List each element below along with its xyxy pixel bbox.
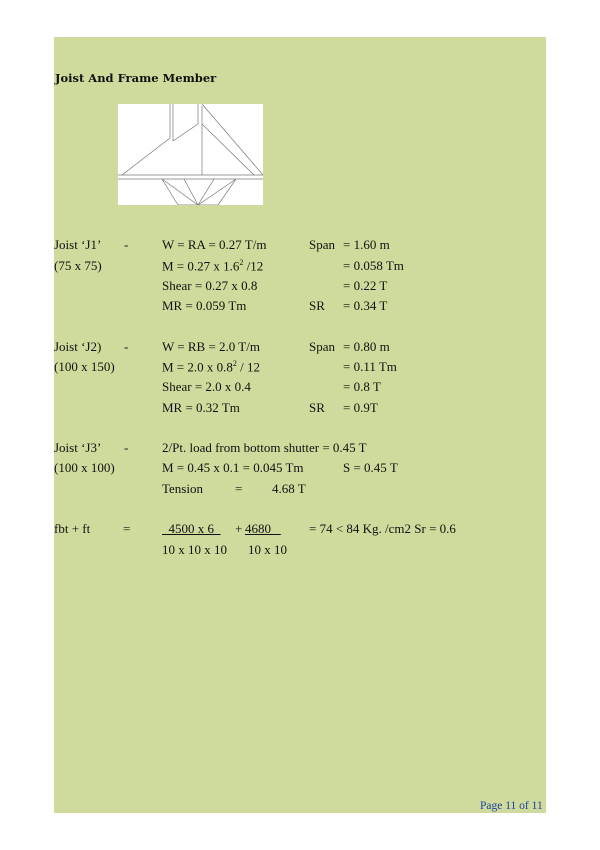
j1-moment xyxy=(162,258,263,274)
j2-sr-value: = 0.9T xyxy=(343,400,378,415)
j3-dash: - xyxy=(124,440,129,455)
j3-shear: S = 0.45 T xyxy=(343,460,398,475)
j1-label: Joist ‘J1’ xyxy=(54,237,102,252)
j1-moment-exp: 2 xyxy=(239,258,244,267)
j2-moment-pre: M = 2.0 x 0.8 xyxy=(162,359,233,375)
j2-shear: Shear = 2.0 x 0.4 xyxy=(162,379,251,394)
j3-tension-eq: = xyxy=(235,481,243,496)
j1-span-label: Span xyxy=(309,237,335,252)
stress-label: fbt + ft xyxy=(54,521,91,536)
j2-label: Joist ‘J2) xyxy=(54,339,102,354)
j2-moment-post: / 12 xyxy=(236,359,261,375)
stress-num2-text: 4680 xyxy=(245,521,271,536)
j1-size: (75 x 75) xyxy=(54,258,102,273)
stress-eq: = xyxy=(123,521,131,536)
j2-shear-value: = 0.8 T xyxy=(343,379,381,394)
j1-shear-value: = 0.22 T xyxy=(343,278,388,293)
j2-load: W = RB = 2.0 T/m xyxy=(162,339,260,354)
j2-dash: - xyxy=(124,339,129,354)
stress-num1-text: 4500 x 6 xyxy=(168,521,214,536)
j2-size: (100 x 150) xyxy=(54,359,115,374)
page-number: Page 11 of 11 xyxy=(480,800,543,812)
j3-label: Joist ‘J3’ xyxy=(54,440,102,455)
j1-moment-pre: M = 0.27 x 1.6 xyxy=(162,258,240,274)
stress-denominator-2: 10 x 10 xyxy=(248,542,287,557)
j1-dash: - xyxy=(124,237,129,252)
j1-mr: MR = 0.059 Tm xyxy=(162,298,247,313)
j2-sr-label: SR xyxy=(309,400,325,415)
j3-size: (100 x 100) xyxy=(54,460,115,475)
stress-plus: + xyxy=(235,521,243,536)
frame-diagram-svg xyxy=(118,104,263,205)
j2-moment xyxy=(162,359,260,375)
j1-shear: Shear = 0.27 x 0.8 xyxy=(162,278,258,293)
j1-sr-value: = 0.34 T xyxy=(343,298,388,313)
j2-moment-exp: 2 xyxy=(232,359,237,368)
j2-mr: MR = 0.32 Tm xyxy=(162,400,240,415)
j2-span-label: Span xyxy=(309,339,335,354)
frame-diagram xyxy=(118,104,263,205)
j3-load: 2/Pt. load from bottom shutter = 0.45 T xyxy=(162,440,367,455)
stress-numerator-2 xyxy=(245,521,281,537)
j1-load: W = RA = 0.27 T/m xyxy=(162,237,267,252)
j1-moment-value: = 0.058 Tm xyxy=(343,258,404,273)
j1-sr-label: SR xyxy=(309,298,325,313)
j1-moment-post: /12 xyxy=(243,258,264,274)
stress-numerator-1 xyxy=(162,521,221,537)
j1-span-value: = 1.60 m xyxy=(343,237,390,252)
j2-moment-value: = 0.11 Tm xyxy=(343,359,397,374)
j3-tension-value: 4.68 T xyxy=(272,481,306,496)
stress-denominator-1: 10 x 10 x 10 xyxy=(162,542,227,557)
j2-span-value: = 0.80 m xyxy=(343,339,390,354)
section-title: Joist And Frame Member xyxy=(55,71,217,85)
j3-tension-label: Tension xyxy=(162,481,203,496)
stress-result: = 74 < 84 Kg. /cm2 Sr = 0.6 xyxy=(309,521,456,536)
j3-moment: M = 0.45 x 0.1 = 0.045 Tm xyxy=(162,460,304,475)
